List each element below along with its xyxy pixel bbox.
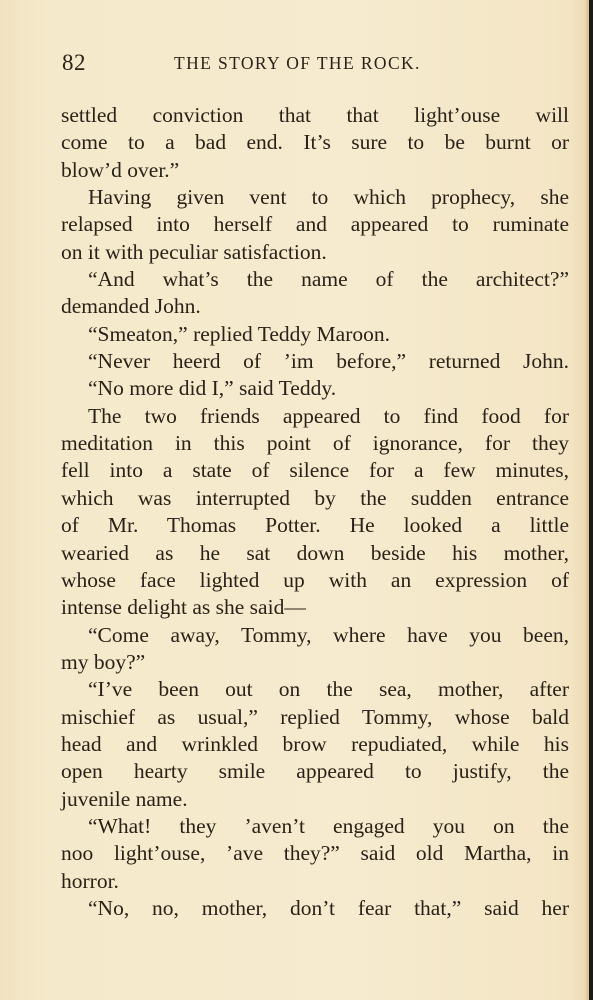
body-text — [61, 102, 569, 922]
text-line: on it with peculiar satisfaction. — [61, 239, 327, 264]
text-line: “And what’s the name of the architect?” — [88, 267, 569, 292]
text-line: noo light’ouse, ’ave they?” said old Martha, in — [61, 841, 569, 866]
text-line: which was interrupted by the sudden entrance — [61, 485, 569, 510]
text-line: horror. — [61, 868, 119, 893]
text-line: open hearty smile appeared to justify, the — [61, 759, 569, 784]
text-line: mischief as usual,” replied Tommy, whose bald — [61, 704, 569, 729]
text-line: of Mr. Thomas Potter. He looked a little — [61, 513, 569, 538]
text-line: wearied as he sat down beside his mother, — [61, 540, 569, 565]
text-line: fell into a state of silence for a few minutes, — [61, 458, 569, 483]
running-title: THE STORY OF THE ROCK. — [174, 53, 421, 73]
text-line: The two friends appeared to find food for — [88, 403, 569, 428]
text-line: “Come away, Tommy, where have you been, — [88, 622, 569, 647]
page-edge — [589, 0, 593, 1000]
text-line: “No more did I,” said Teddy. — [88, 376, 337, 401]
page-number: 82 — [62, 50, 86, 75]
text-line: settled conviction that that light’ouse will — [61, 103, 569, 127]
text-line: blow’d over.” — [61, 157, 180, 182]
text-line: my boy?” — [61, 649, 146, 674]
text-line: demanded John. — [61, 294, 201, 319]
text-line: head and wrinkled brow repudiated, while his — [61, 731, 569, 756]
text-line: juvenile name. — [61, 786, 188, 811]
text-line: relapsed into herself and appeared to ruminate — [61, 212, 569, 237]
running-head — [62, 44, 568, 78]
text-line: “What! they ’aven’t engaged you on the — [88, 813, 569, 838]
text-line: Having given vent to which prophecy, she — [88, 185, 569, 210]
text-line: come to a bad end. It’s sure to be burnt or — [61, 130, 569, 155]
text-line: “Never heerd of ’im before,” returned John. — [88, 349, 569, 374]
text-line: whose face lighted up with an expression of — [61, 567, 569, 592]
text-line: “No, no, mother, don’t fear that,” said her — [88, 895, 569, 920]
text-line: meditation in this point of ignorance, for they — [61, 431, 569, 456]
text-line: “I’ve been out on the sea, mother, after — [88, 677, 569, 702]
text-line: intense delight as she said— — [61, 595, 306, 620]
text-line: “Smeaton,” replied Teddy Maroon. — [88, 321, 390, 346]
